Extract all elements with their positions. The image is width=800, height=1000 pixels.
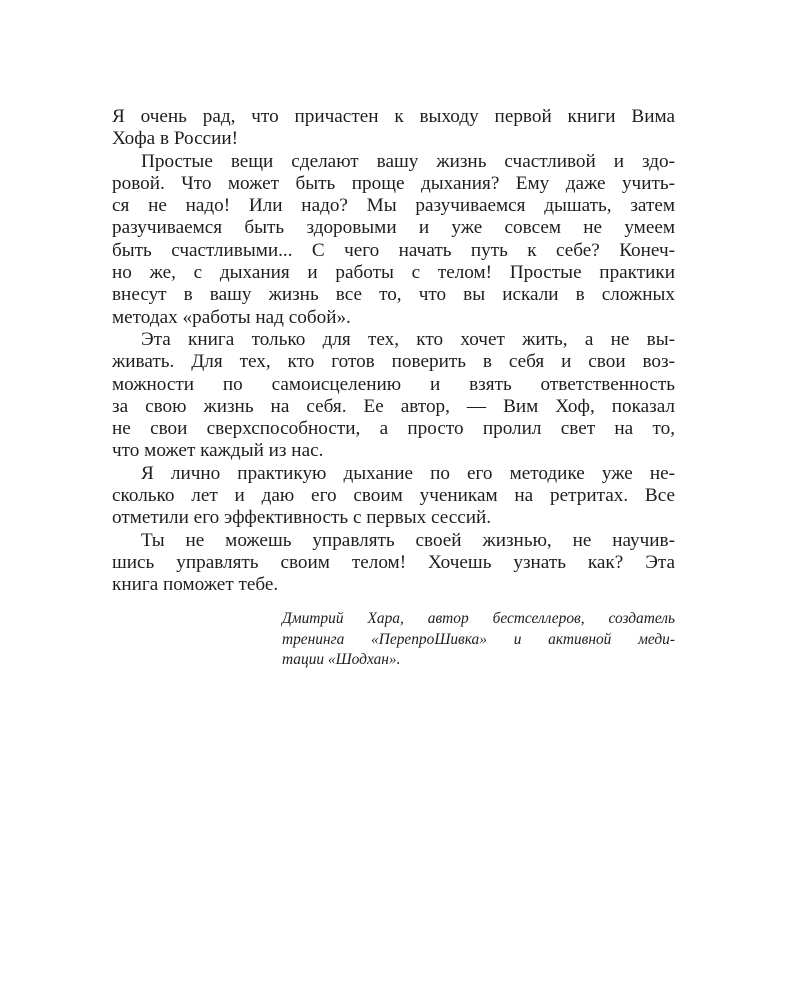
paragraph-1-line-1: Я очень рад, что причастен к выходу первой книги Вима xyxy=(112,106,675,127)
paragraph-3-line-1: Эта книга только для тех, кто хочет жить, а не вы- xyxy=(141,328,675,350)
paragraph-4-line-1: Я лично практикую дыхание по его методике уже не- xyxy=(141,462,675,484)
paragraph-3-line-6: что может каждый из нас. xyxy=(112,440,324,462)
paragraph-5-line-3: книга поможет тебе. xyxy=(112,574,279,596)
paragraph-3-line-5: не свои сверхспособности, а просто пролил свет на то, xyxy=(112,418,675,440)
paragraph-5-line-1: Ты не можешь управлять своей жизнью, не научив- xyxy=(141,529,675,551)
author-signature xyxy=(282,609,675,671)
paragraph-2-line-7: внесут в вашу жизнь все то, что вы искали в сложных xyxy=(112,284,675,306)
paragraph-3-line-3: можности по самоисцелению и взять ответственность xyxy=(112,373,675,395)
paragraph-4-line-2: сколько лет и даю его своим ученикам на ретритах. Все xyxy=(112,485,675,507)
paragraph-2-line-2: ровой. Что может быть проще дыхания? Ему даже учить- xyxy=(112,172,675,194)
signature-line-1: Дмитрий Хара, автор бестселлеров, создатель xyxy=(282,610,675,627)
paragraph-1-line-2: Хофа в России! xyxy=(112,128,239,150)
signature-line-2: тренинга «ПерепроШивка» и активной меди- xyxy=(282,630,675,648)
paragraph-2-line-4: разучиваемся быть здоровыми и уже совсем не умеем xyxy=(112,217,675,239)
paragraph-4-line-3: отметили его эффективность с первых сессий. xyxy=(112,507,492,529)
paragraph-2-line-3: ся не надо! Или надо? Мы разучиваемся дышать, затем xyxy=(112,195,675,217)
paragraph-3-line-4: за свою жизнь на себя. Ее автор, — Вим Хоф, показал xyxy=(112,395,675,417)
paragraph-5-line-2: шись управлять своим телом! Хочешь узнать как? Эта xyxy=(112,551,675,573)
paragraph-2-line-5: быть счастливыми... С чего начать путь к себе? Конеч- xyxy=(112,239,675,261)
signature-line-3: тации «Шодхан». xyxy=(282,651,401,669)
paragraph-3-line-2: живать. Для тех, кто готов поверить в себя и свои воз- xyxy=(112,351,675,373)
foreword-text xyxy=(112,106,675,597)
paragraph-2-line-6: но же, с дыхания и работы с телом! Простые практики xyxy=(112,262,675,284)
paragraph-2-line-1: Простые вещи сделают вашу жизнь счастливой и здо- xyxy=(141,150,675,172)
paragraph-2-line-8: методах «работы над собой». xyxy=(112,306,351,328)
